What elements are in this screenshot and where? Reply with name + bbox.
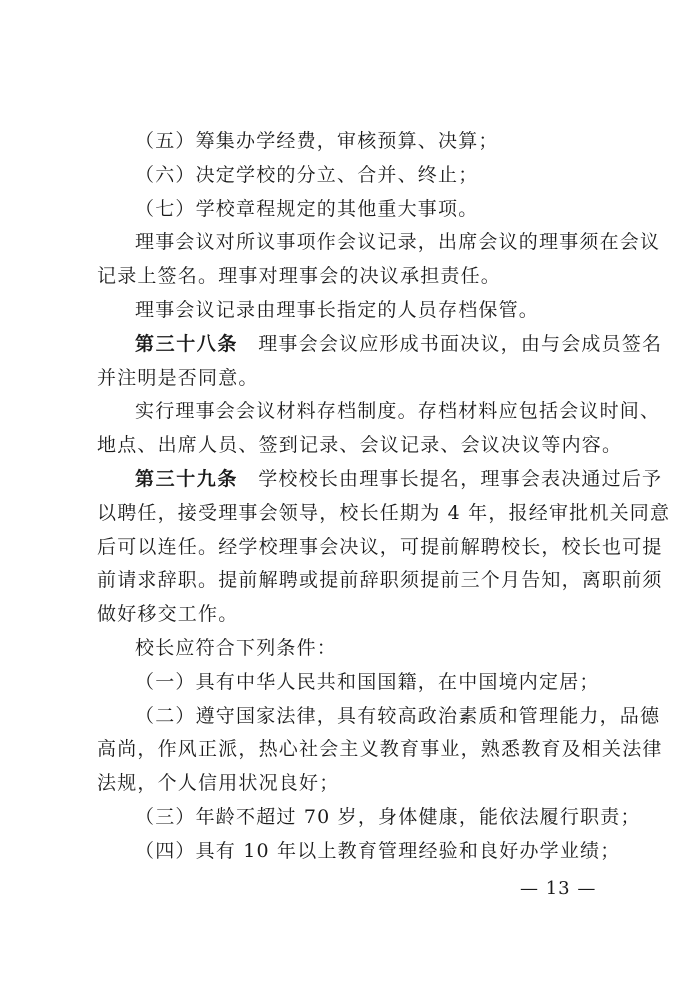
text-line xyxy=(97,497,671,531)
line-text: 记录上签名。理事对理事会的决议承担责任。 xyxy=(97,265,502,288)
line-text: 理事会会议应形成书面决议，由与会成员签名 xyxy=(238,332,663,355)
text-line xyxy=(97,429,627,463)
text-line xyxy=(97,767,627,801)
text-line xyxy=(97,733,663,767)
text-line xyxy=(97,260,627,294)
text-line xyxy=(97,598,627,632)
line-text: 理事会议对所议事项作会议记录，出席会议的理事须在会议 xyxy=(135,231,661,254)
text-line xyxy=(97,564,663,598)
line-text: 做好移交工作。 xyxy=(97,603,239,626)
text-line xyxy=(97,632,627,666)
text-line xyxy=(97,395,661,429)
line-text: 学校校长由理事长提名，理事会表决通过后予 xyxy=(238,467,663,490)
line-text: 以聘任，接受理事会领导，校长任期为 4 年，报经审批机关同意 xyxy=(97,501,671,524)
line-text: 前请求辞职。提前解聘或提前辞职须提前三个月告知，离职前须 xyxy=(97,569,663,592)
article-heading: 第三十八条 xyxy=(135,332,239,355)
article-heading: 第三十九条 xyxy=(135,467,239,490)
page-number: — 13 — xyxy=(520,878,597,899)
document-body xyxy=(97,125,671,869)
text-line xyxy=(97,226,661,260)
line-text: 法规，个人信用状况良好； xyxy=(97,772,340,795)
text-line xyxy=(97,835,627,869)
line-text: 理事会议记录由理事长指定的人员存档保管。 xyxy=(135,298,540,321)
line-text: （二）遵守国家法律，具有较高政治素质和管理能力，品德 xyxy=(135,704,661,727)
text-line xyxy=(97,362,627,396)
text-line xyxy=(97,328,663,362)
line-text: （七）学校章程规定的其他重大事项。 xyxy=(135,197,479,220)
text-line xyxy=(97,159,627,193)
line-text: 后可以连任。经学校理事会决议，可提前解聘校长，校长也可提 xyxy=(97,535,663,558)
text-line xyxy=(97,700,661,734)
text-line xyxy=(97,125,627,159)
line-text: 地点、出席人员、签到记录、会议记录、会议决议等内容。 xyxy=(97,434,623,457)
text-line xyxy=(97,294,627,328)
line-text: （四）具有 10 年以上教育管理经验和良好办学业绩； xyxy=(135,839,621,862)
line-text: 并注明是否同意。 xyxy=(97,366,259,389)
line-text: 校长应符合下列条件： xyxy=(135,636,338,659)
line-text: （六）决定学校的分立、合并、终止； xyxy=(135,163,479,186)
text-line xyxy=(97,193,627,227)
text-line xyxy=(97,666,627,700)
line-text: （一）具有中华人民共和国国籍，在中国境内定居； xyxy=(135,670,600,693)
line-text: 实行理事会会议材料存档制度。存档材料应包括会议时间、 xyxy=(135,400,661,423)
line-text: （三）年龄不超过 70 岁，身体健康，能依法履行职责； xyxy=(135,805,641,828)
line-text: （五）筹集办学经费，审核预算、决算； xyxy=(135,130,499,152)
text-line xyxy=(97,531,663,565)
line-text: 高尚，作风正派，热心社会主义教育事业，熟悉教育及相关法律 xyxy=(97,738,663,761)
text-line xyxy=(97,801,641,835)
text-line xyxy=(97,463,663,497)
